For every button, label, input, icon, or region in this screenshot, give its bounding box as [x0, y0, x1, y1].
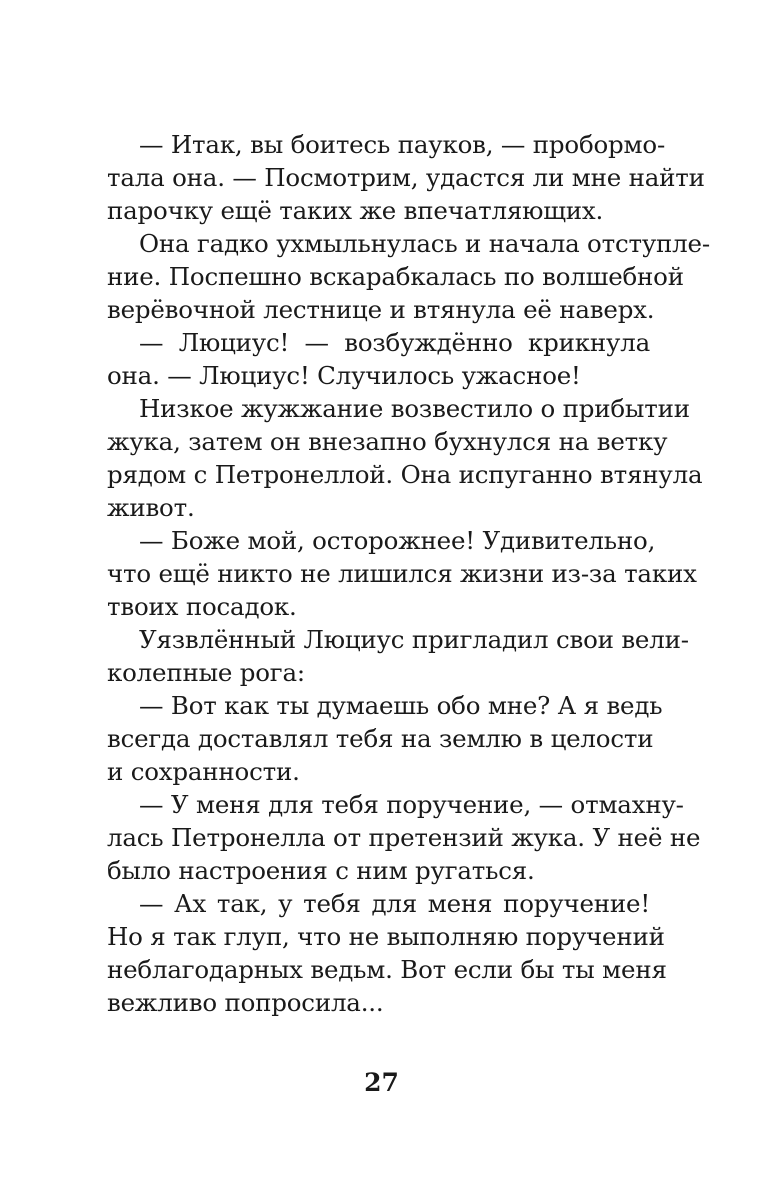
text-line: — Итак, вы боитесь пауков, — пробормо-	[139, 130, 666, 159]
text-line: верёвочной лестнице и втянула её наверх.	[107, 295, 655, 324]
text-line: — Боже мой, осторожнее! Удивительно,	[139, 526, 656, 555]
text-line: — У меня для тебя поручение, — отмахну-	[139, 790, 684, 819]
text-line: рядом с Петронеллой. Она испуганно втянула	[107, 460, 703, 489]
text-line: неблагодарных ведьм. Вот если бы ты меня	[107, 955, 667, 984]
text-line: Она гадко ухмыльнулась и начала отступле-	[139, 229, 710, 258]
text-line: всегда доставлял тебя на землю в целости	[107, 724, 654, 753]
text-line: Уязвлённый Люциус пригладил свои вели-	[139, 625, 689, 654]
text-line: — Вот как ты думаешь обо мне? А я ведь	[139, 691, 663, 720]
text-line: ние. Поспешно вскарабкалась по волшебной	[107, 262, 684, 291]
page-number: 27	[364, 1068, 399, 1097]
text-line: живот.	[107, 493, 195, 522]
text-line: жука, затем он внезапно бухнулся на ветку	[107, 427, 668, 456]
text-line: было настроения с ним ругаться.	[107, 856, 535, 885]
text-line: лась Петронелла от претензий жука. У неё не	[107, 823, 701, 852]
text-line: что ещё никто не лишился жизни из-за таких	[107, 559, 697, 588]
text-line: Низкое жужжание возвестило о прибытии	[139, 394, 690, 423]
text-line: она. — Люциус! Случилось ужасное!	[107, 361, 581, 390]
text-line: парочку ещё таких же впечатляющих.	[107, 196, 604, 225]
text-line: тала она. — Посмотрим, удастся ли мне найти	[107, 163, 705, 192]
text-line: Но я так глуп, что не выполняю поручений	[107, 922, 665, 951]
text-line: твоих посадок.	[107, 592, 297, 621]
text-line: вежливо попросила...	[107, 988, 384, 1017]
text-line: — Ах так, у тебя для меня поручение!	[139, 889, 650, 918]
text-line: — Люциус! — возбуждённо крикнула	[139, 328, 650, 357]
text-line: колепные рога:	[107, 658, 305, 687]
text-line: и сохранности.	[107, 757, 300, 786]
